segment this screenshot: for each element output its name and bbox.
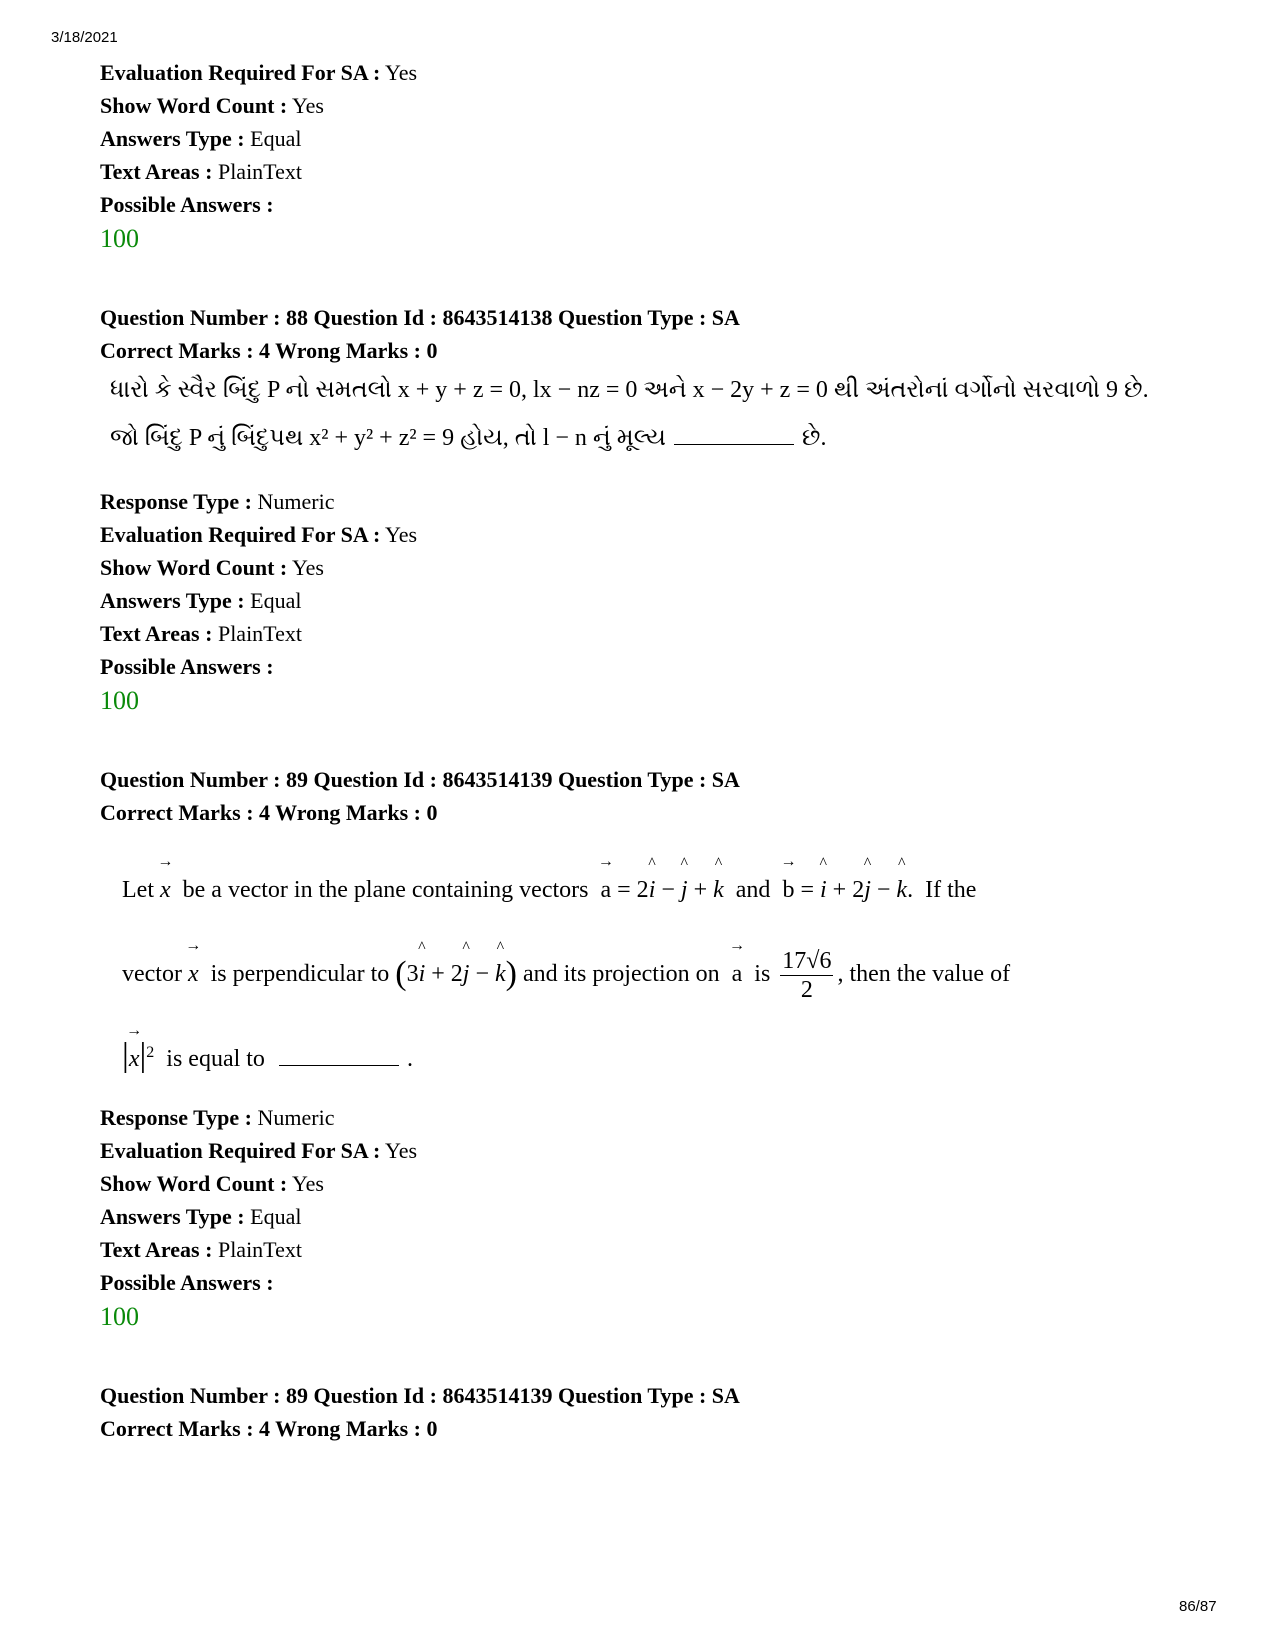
- question-89-text-image: [100, 829, 1200, 1101]
- field-text-areas: Text Areas : PlainText: [100, 159, 302, 184]
- field-response-type: Response Type : Numeric: [100, 489, 335, 514]
- field-text-areas: Text Areas : PlainText: [100, 621, 302, 646]
- field-text-areas: Text Areas : PlainText: [100, 1237, 302, 1262]
- answer-blank: [279, 1065, 399, 1066]
- question-89-line-3: | → $x|^2$ is equal to .: [122, 1022, 413, 1074]
- question-89-header: Question Number : 89 Question Id : 8643514139 Question Type : SA: [100, 767, 740, 792]
- question-88-marks: Correct Marks : 4 Wrong Marks : 0: [100, 338, 438, 363]
- field-possible-answers: Possible Answers :: [100, 1270, 274, 1295]
- field-possible-answers: Possible Answers :: [100, 654, 274, 679]
- field-response-type: Response Type : Numeric: [100, 1105, 335, 1130]
- question-88-line-2: જો બિંદુ P નું બિંદુપથ x² + y² + z² = 9 હોય, તો l − n નું મૂલ્ય છે.: [110, 425, 827, 451]
- possible-answer-value: 100: [100, 1302, 139, 1331]
- field-answers-type: Answers Type : Equal: [100, 126, 302, 151]
- print-date: 3/18/2021: [51, 29, 118, 46]
- field-evaluation-required: Evaluation Required For SA : Yes: [100, 522, 418, 547]
- possible-answer-value: 100: [100, 686, 139, 715]
- question-88-header: Question Number : 88 Question Id : 8643514138 Question Type : SA: [100, 305, 740, 330]
- page-content: [100, 56, 1200, 1445]
- question-89-line-2: vector → x is perpendicular to (3 ^ i + 2 ^ j − ^ k) and its projection on → a is $\frac{17√6}{2}$ , then the value of: [122, 937, 1011, 1003]
- question-89-repeat-header: Question Number : 89 Question Id : 8643514139 Question Type : SA: [100, 1383, 740, 1408]
- page-number: 86/87: [1179, 1598, 1217, 1615]
- fraction: $\frac{17√6}{2}$: [782, 948, 832, 1003]
- field-show-word-count: Show Word Count : Yes: [100, 1171, 324, 1196]
- question-89-marks: Correct Marks : 4 Wrong Marks : 0: [100, 800, 438, 825]
- question-88-line-1: ધારો કે સ્વૈર બિંદુ P નો સમતલો x + y + z = 0, lx − nz = 0 અને x − 2y + z = 0 થી અંતરોનાં વર્ગોનો સરવાળો 9 છે.: [110, 377, 1149, 403]
- field-show-word-count: Show Word Count : Yes: [100, 555, 324, 580]
- question-88-text: [100, 367, 1200, 485]
- field-answers-type: Answers Type : Equal: [100, 588, 302, 613]
- field-answers-type: Answers Type : Equal: [100, 1204, 302, 1229]
- possible-answer-value: 100: [100, 224, 139, 253]
- field-evaluation-required: Evaluation Required For SA : Yes: [100, 1138, 418, 1163]
- question-89-repeat-marks: Correct Marks : 4 Wrong Marks : 0: [100, 1416, 438, 1441]
- field-evaluation-required: Evaluation Required For SA : Yes: [100, 60, 418, 85]
- question-89-line-1: Let → x be a vector in the plane containing vectors → a = 2 ^ i − ^ j + ^ k and → b = ^ i + 2 ^ j − ^ k. If the: [122, 853, 977, 903]
- field-show-word-count: Show Word Count : Yes: [100, 93, 324, 118]
- field-possible-answers: Possible Answers :: [100, 192, 274, 217]
- answer-blank: [674, 444, 794, 445]
